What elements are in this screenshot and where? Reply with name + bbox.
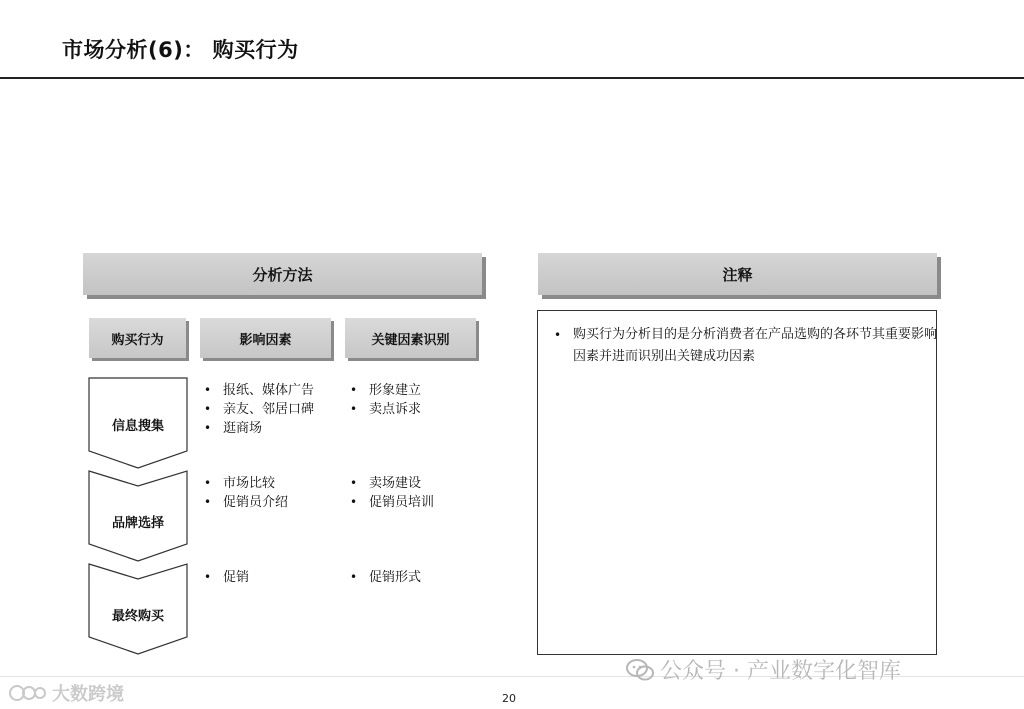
- factor-list: [202, 568, 249, 587]
- page-number: 20: [502, 692, 516, 705]
- stage-chevron: [88, 377, 188, 469]
- page-title: 市场分析(6)： 购买行为: [62, 38, 299, 62]
- stage-chevron: [88, 470, 188, 562]
- brand-logo-icon: [8, 683, 48, 703]
- column-header-key-factors: [345, 318, 476, 358]
- key-factor-list: [348, 474, 434, 512]
- column-header-factors: [200, 318, 331, 358]
- methods-header-label: 分析方法: [252, 265, 313, 284]
- list-item: • 卖场建设: [348, 474, 434, 493]
- list-item: • 促销员介绍: [202, 493, 288, 512]
- title-divider: [0, 77, 1024, 79]
- column-header-label: 关键因素识别: [371, 332, 450, 348]
- key-factor-list: [348, 568, 421, 587]
- watermark-left-text: 大数跨境: [52, 684, 124, 705]
- notes-header: [538, 253, 937, 295]
- stage-chevron: [88, 563, 188, 655]
- watermark-right-text: 公众号 · 产业数字化智库: [660, 659, 901, 684]
- watermark-right: [626, 654, 901, 685]
- stage-label: 最终购买: [111, 609, 164, 624]
- list-item: • 逛商场: [202, 419, 314, 438]
- notes-box: [537, 310, 937, 655]
- notes-header-label: 注释: [722, 265, 753, 284]
- stage-label: 品牌选择: [111, 516, 164, 531]
- wechat-icon: [626, 658, 654, 682]
- list-item: • 促销: [202, 568, 249, 587]
- list-item: • 促销员培训: [348, 493, 434, 512]
- list-item: • 市场比较: [202, 474, 288, 493]
- column-header-label: 影响因素: [239, 332, 292, 348]
- list-item: • 亲友、邻居口碑: [202, 400, 314, 419]
- list-item: • 形象建立: [348, 381, 421, 400]
- watermark-left: [8, 680, 124, 706]
- column-header-behavior: [89, 318, 186, 358]
- factor-list: [202, 381, 314, 438]
- factor-list: [202, 474, 288, 512]
- list-item: • 报纸、媒体广告: [202, 381, 314, 400]
- stage-label: 信息搜集: [111, 419, 164, 434]
- key-factor-list: [348, 381, 421, 419]
- list-item: • 促销形式: [348, 568, 421, 587]
- column-header-label: 购买行为: [111, 332, 164, 348]
- note-text: • 购买行为分析目的是分析消费者在产品选购的各环节其重要影响因素并进而识别出关键成功因素: [552, 324, 943, 368]
- methods-header: [83, 253, 482, 295]
- list-item: • 卖点诉求: [348, 400, 421, 419]
